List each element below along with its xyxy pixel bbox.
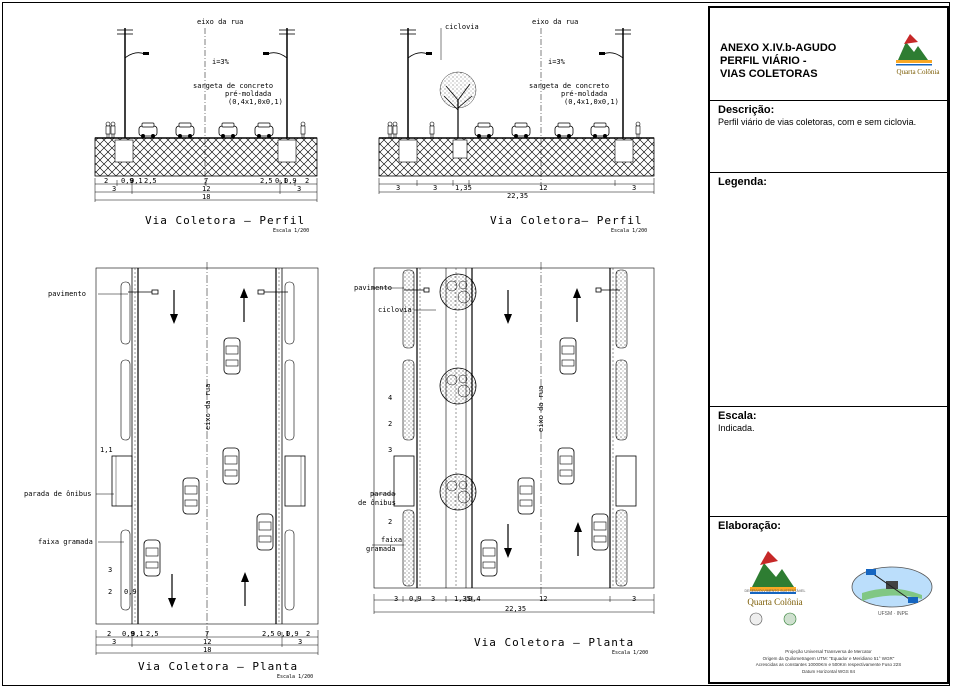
profile1-sarjeta-line2: pré-moldada [225,90,272,98]
car-icon [224,338,240,374]
dim-label: 7 [205,630,210,638]
dim-label: 3 [431,595,436,603]
car-icon [139,123,157,138]
dim-label: 2 [388,518,393,526]
dim-label: 2 [388,420,393,428]
car-icon [518,478,534,514]
profile2-title: Via Coletora— Perfil [490,214,643,227]
dim-label: 12 [203,638,212,646]
plan1-title: Via Coletora — Planta [138,660,299,673]
dim-label: 4 [388,394,393,402]
tree-icon [440,274,476,310]
cyclist-icon [430,122,434,138]
footer-line: Origem da Quilometragem UTM: "Equador e Meridiano 51° WGR" [762,656,895,661]
plan2-pavimento-label: pavimento [354,284,392,292]
profile2-ciclovia-label: ciclovia [445,23,479,31]
footer-line: Projeção Universal Transversa de Mercator [785,649,872,654]
dim-label: 3 [108,566,113,574]
svg-text:UFSM · INPE: UFSM · INPE [878,611,909,617]
dim-label: 0,1 [277,630,290,638]
quarta-colonia-large-logo-icon [730,547,818,627]
dim-label: 2,5 [144,177,157,185]
dim-label: 3 [632,595,637,603]
annex-title [720,42,836,81]
plan1-scale: Escala 1/200 [277,674,314,680]
pedestrian-icon [301,122,305,138]
profile2-sarjeta-line1: sargeta de concreto [529,82,610,90]
annex-title-line: VIAS COLETORAS [720,68,818,80]
bus-stop-icon [394,456,414,506]
car-icon [592,514,608,550]
dim-label: 0,1 [131,630,144,638]
profile2-slope-label: i=3% [548,58,565,66]
profile1-slope-label: i=3% [212,58,229,66]
plan2-title: Via Coletora — Planta [474,636,635,649]
dim-label: 0,9 [121,177,134,185]
dim-label: 12 [539,184,548,192]
dim-label: 1,1 [100,446,113,454]
pedestrian-icon [106,122,110,138]
plan2-parada-line1: parada [370,490,396,498]
direction-arrow-icon [573,288,581,322]
large-logo-text: Quarta Colônia [747,597,803,607]
plan2-ciclovia-label: ciclovia [378,306,412,314]
car-icon [481,540,497,576]
soil-section [379,138,654,176]
annex-title-line: ANEXO X.IV.b-AGUDO [720,42,837,54]
profile-2 [379,18,654,234]
dim-label: 3 [112,185,117,193]
logo-text: Quarta Colônia [896,68,940,76]
escala-section [710,406,947,516]
dim-label: 12 [539,595,548,603]
dim-label: 7 [204,177,209,185]
plan1-eixo-label: eixo da rua [204,383,212,430]
car-icon [560,338,576,374]
direction-arrow-icon [504,524,512,558]
car-icon [591,123,609,138]
car-icon [555,123,573,138]
dim-label: 1,35 [454,595,471,603]
dim-label: 0,4 [468,595,481,603]
dim-label: 3 [297,185,302,193]
descricao-section [710,100,947,172]
plan2-eixo-label: eixo da rua [537,385,545,432]
satellite-logo-icon [848,563,936,619]
car-icon [219,123,237,138]
dim-label: 3 [388,446,393,454]
tree-icon [440,72,476,138]
legenda-heading: Legenda: [718,176,767,188]
profile1-title: Via Coletora — Perfil [145,214,306,227]
pedestrian-icon [636,122,640,138]
dim-label: 22,35 [507,192,529,200]
profile2-sarjeta-line2: pré-moldada [561,90,608,98]
profile2-eixo-label: eixo da rua [532,18,579,26]
profile1-eixo-label: eixo da rua [197,18,244,26]
dim-label: 2,5 [260,177,273,185]
footer-line: Acrescidas as constantes 10000Km e 500Km respectivamente Fuso 22S [755,662,902,667]
title-block [708,6,949,684]
direction-arrow-icon [504,290,512,324]
lamp-post-icon [400,28,432,138]
dim-label: 22,35 [505,605,527,613]
dim-label: 2 [305,177,310,185]
escala-text: Indicada. [718,423,755,433]
dim-label: 2,5 [146,630,159,638]
dim-label: 2 [108,588,113,596]
car-icon [144,540,160,576]
elaboracao-heading: Elaboração: [718,520,781,532]
dim-label: 0,1 [275,177,288,185]
lamp-post-icon [117,28,149,138]
dim-label: 0,1 [130,177,143,185]
bus-stop-icon [616,456,636,506]
dim-label: 0,9 [409,595,422,603]
profile1-sarjeta-line3: (0,4x1,0x0,1) [228,98,283,106]
profile2-sarjeta-line3: (0,4x1,0x0,1) [564,98,619,106]
dim-label: 3 [433,184,438,192]
dim-label: 18 [202,193,211,201]
annex-title-line: PERFIL VIÁRIO - [720,55,807,67]
car-icon [257,514,273,550]
plan2-faixa-line1: faixa [381,536,403,544]
pedestrian-icon [393,122,397,138]
profile-1 [95,18,317,234]
bus-stop-icon [112,456,132,506]
descricao-heading: Descrição: [718,104,775,116]
dim-label: 18 [203,646,212,654]
descricao-text: Perfil viário de vias coletoras, com e sem ciclovia. [718,117,917,127]
profile2-scale: Escala 1/200 [611,228,648,234]
dim-label: 2,5 [262,630,275,638]
dim-label: 3 [396,184,401,192]
pedestrian-icon [388,122,392,138]
dim-label: 0,9 [286,630,299,638]
car-icon [475,123,493,138]
dim-label: 1,35 [455,184,472,192]
dim-label: 3 [112,638,117,646]
large-logo-subtext: DESENVOLVIMENTO SUSTENTÁVEL [744,589,806,593]
car-icon [183,478,199,514]
direction-arrow-icon [241,572,249,606]
plan-1 [24,262,318,680]
direction-arrow-icon [574,522,582,556]
dim-label: 0,9 [122,630,135,638]
car-icon [255,123,273,138]
elaboracao-section [710,516,947,682]
tree-icon [440,368,476,404]
profile1-sarjeta-line1: sargeta de concreto [193,82,274,90]
dim-label: 2 [107,630,112,638]
dim-label: 3 [394,595,399,603]
dim-label: 2 [104,177,109,185]
footer-line: Datum Horizontal WGS 84 [801,669,856,674]
plan2-faixa-line2: gramada [366,545,396,553]
direction-arrow-icon [168,574,176,608]
escala-heading: Escala: [718,410,757,422]
direction-arrow-icon [240,288,248,322]
bus-stop-icon [285,456,305,506]
legenda-section [710,172,947,406]
dim-label: 12 [202,185,211,193]
dim-label: 0,9 [284,177,297,185]
dim-label: 0,9 [124,588,137,596]
dim-label: 2 [306,630,311,638]
pedestrian-icon [111,122,115,138]
car-icon [558,448,574,484]
car-icon [176,123,194,138]
plan1-faixa-label: faixa gramada [38,538,93,546]
direction-arrow-icon [170,290,178,324]
plan2-parada-line2: de ônibus [358,499,396,507]
plan-2 [354,262,654,656]
plan1-pavimento-label: pavimento [48,290,86,298]
plan2-scale: Escala 1/200 [612,650,649,656]
profile1-scale: Escala 1/200 [273,228,310,234]
car-icon [223,448,239,484]
dim-label: 3 [298,638,303,646]
plan1-parada-label: parada de ônibus [24,490,92,498]
dim-label: 3 [632,184,637,192]
car-icon [512,123,530,138]
tree-icon [440,474,476,510]
